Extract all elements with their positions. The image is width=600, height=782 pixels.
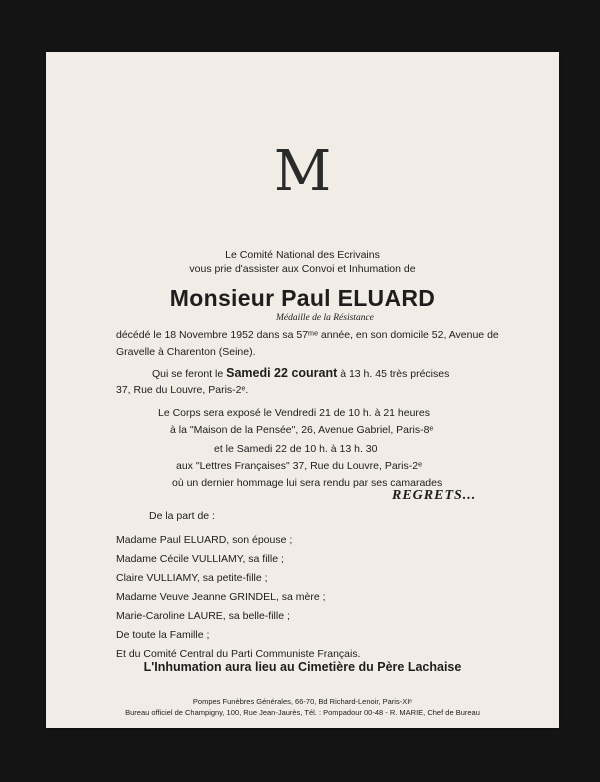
ceremony-pre: Qui se feront le: [152, 368, 227, 380]
burial-notice: L'Inhumation aura lieu au Cimetière du Père Lachaise: [143, 660, 462, 674]
family-member: Marie-Caroline LAURE, sa belle-fille ;: [116, 610, 290, 622]
family-member: Madame Cécile VULLIAMY, sa fille ;: [116, 553, 284, 565]
death-line-1: décédé le 18 Novembre 1952 dans sa 57ᵐᵉ année, en son domicile 52, Avenue de: [116, 329, 499, 341]
exposition-line-1: Le Corps sera exposé le Vendredi 21 de 10 h. à 21 heures: [158, 407, 431, 419]
family-member: Madame Paul ELUARD, son épouse ;: [116, 534, 293, 546]
regrets: REGRETS...: [392, 488, 477, 503]
ceremony-post: à 13 h. 45 très précises: [337, 368, 450, 380]
distinction: Médaille de la Résistance: [276, 313, 374, 323]
family-member: Madame Veuve Jeanne GRINDEL, sa mère ;: [116, 591, 326, 603]
family-intro: De la part de :: [149, 510, 215, 522]
exposition-line-2: à la "Maison de la Pensée", 26, Avenue Gabriel, Paris-8ᵉ: [170, 424, 434, 436]
exposition-line-5: où un dernier hommage lui sera rendu par ses camarades: [172, 477, 443, 489]
ceremony-line-2: 37, Rue du Louvre, Paris-2ᵉ.: [116, 384, 249, 396]
death-line-2: Gravelle à Charenton (Seine).: [116, 346, 256, 358]
family-member: Et du Comité Central du Parti Communiste Français.: [116, 648, 361, 660]
exposition-line-3: et le Samedi 22 de 10 h. à 13 h. 30: [214, 443, 378, 455]
footer-line-1: Pompes Funèbres Générales, 66-70, Bd Richard-Lenoir, Paris-XIᵉ: [192, 697, 413, 706]
ceremony-date: Samedi 22 courant: [226, 366, 338, 380]
exposition-line-4: aux "Lettres Françaises" 37, Rue du Louvre, Paris-2ᵉ: [176, 460, 422, 472]
deceased-name: Monsieur Paul ELUARD: [169, 285, 436, 311]
header-line-1: Le Comité National des Ecrivains: [225, 249, 380, 261]
funeral-notice-sheet: [46, 52, 559, 728]
header-line-2: vous prie d'assister aux Convoi et Inhumation de: [189, 263, 416, 275]
ceremony-line-1: [152, 365, 449, 383]
family-member: De toute la Famille ;: [116, 629, 210, 641]
family-member: Claire VULLIAMY, sa petite-fille ;: [116, 572, 268, 584]
footer-line-2: Bureau officiel de Champigny, 100, Rue Jean-Jaurès, Tél. : Pompadour 00-48 - R. MARIE, Chef de Bureau: [125, 708, 480, 717]
initial-letter: M: [273, 139, 332, 204]
